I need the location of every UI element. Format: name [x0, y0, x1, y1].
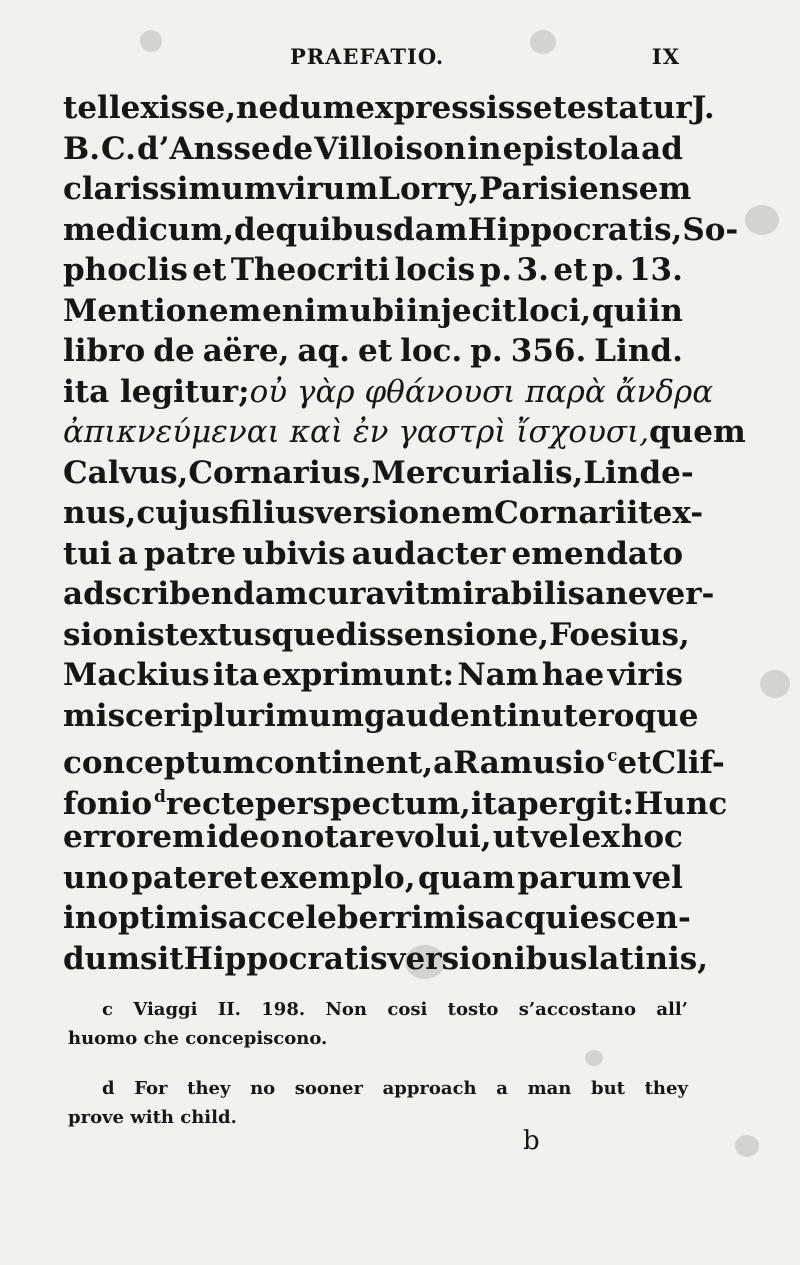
paper-speck — [735, 1135, 759, 1157]
paper-speck — [745, 205, 779, 235]
running-title: PRAEFATIO. — [290, 44, 445, 69]
text-line: dum sit Hippocratis versionibus latinis, — [63, 940, 709, 977]
text-line: medicum, de quibusdam Hippocratis, So- — [63, 211, 739, 248]
text-line: libro de aëre, aq. et loc. p. 356. Lind. — [63, 333, 683, 369]
footnote-c-line-1: c Viaggi II. 198. Non cosi tosto s’accostano all’ — [102, 999, 688, 1020]
text-line: adscribendam curavit mirabili sane ver- — [63, 576, 715, 612]
text-line: errorem ideo notare volui, ut vel ex hoc — [63, 819, 683, 855]
text-line: Calvus, Cornarius, Mercurialis, Linde- — [63, 454, 694, 491]
footnote-d-line-2: prove with child. — [68, 1107, 237, 1128]
text-line: nus, cujus filius versionem Cornarii tex- — [63, 495, 704, 531]
footnote-c-line-2: huomo che concepiscono. — [68, 1028, 328, 1049]
text-line: B. C. d’Ansse de Villoison in epistola ad — [63, 130, 683, 167]
text-line: phoclis et Theocriti locis p. 3. et p. 13. — [63, 252, 683, 288]
text-line: in optimis ac celeberrimis acquiescen- — [63, 900, 691, 936]
greek-quote: ἀπικνεύμεναι καὶ ἐν γαστρὶ ἴσχουσι, — [63, 414, 650, 450]
footnote-marker-c: c — [607, 746, 618, 766]
text-line: sionis textusque dissensione, Foesius, — [63, 616, 690, 653]
greek-quote: οὐ γὰρ φθάνουσι παρὰ ἄνδρα — [249, 373, 714, 410]
text-line: uno pateret exemplo, quam parum vel — [63, 859, 683, 896]
page-number: IX — [651, 44, 680, 69]
paper-speck — [140, 30, 162, 52]
text-line: tui a patre ubivis audacter emendato — [63, 535, 683, 572]
footnotes — [68, 995, 688, 1132]
main-text — [63, 88, 746, 979]
footnote-d-line-1: d For they no sooner approach a man but they — [102, 1078, 688, 1099]
text-line: tellexisse, nedum expressisse testatur J. — [63, 90, 715, 126]
text-line: ita legitur; οὐ γὰρ φθάνουσι παρὰ ἄνδρα — [63, 372, 683, 413]
text-line: misceri plurimum gaudent in uteroque — [63, 697, 699, 734]
text-line: Mackius ita exprimunt: Nam hae viris — [63, 657, 683, 693]
footnote-marker-d: d — [154, 786, 166, 807]
text-line: ἀπικνεύμεναι καὶ ἐν γαστρὶ ἴσχουσι, quem — [63, 412, 683, 453]
paper-speck — [530, 30, 556, 54]
text-line: Mentionem enim ubi injecit loci, qui in — [63, 292, 683, 329]
text-line: conceptum continent, a Ramusio c et Clif- — [63, 736, 683, 777]
paper-speck — [760, 670, 790, 698]
text-line: clarissimum virum Lorry, Parisiensem — [63, 171, 692, 207]
signature-mark: b — [523, 1126, 540, 1156]
text-line: fonio d recte perspectum, ita pergit: Hunc — [63, 777, 683, 818]
